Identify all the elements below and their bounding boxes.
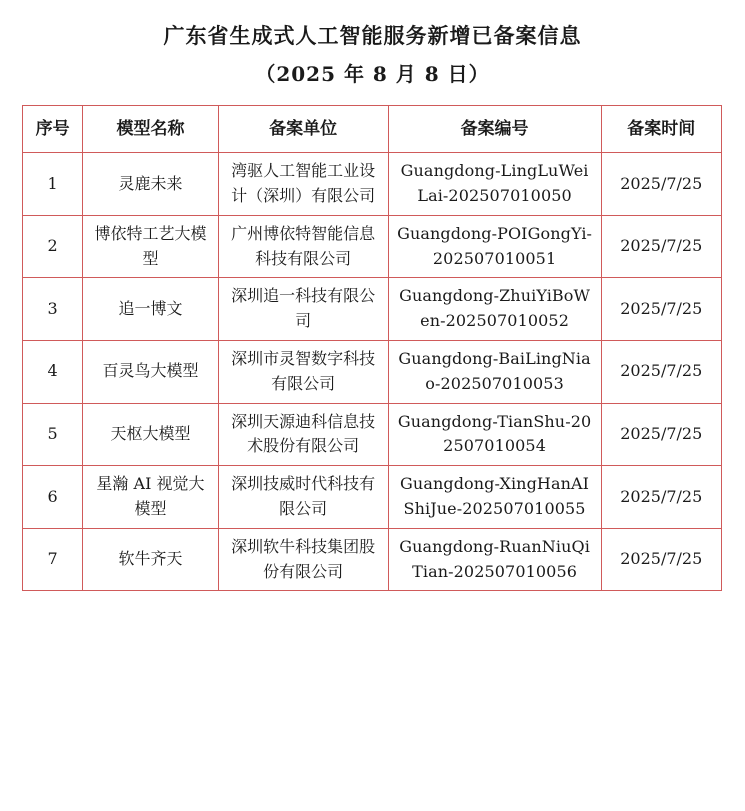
cell-filing-entity: 广州博依特智能信息科技有限公司 <box>218 215 388 278</box>
cell-filing-entity: 深圳追一科技有限公司 <box>218 278 388 341</box>
column-header-model-name: 模型名称 <box>83 106 218 153</box>
cell-filing-entity: 深圳市灵智数字科技有限公司 <box>218 341 388 404</box>
cell-filing-date: 2025/7/25 <box>601 528 721 591</box>
cell-filing-code: Guangdong-ZhuiYiBoWen-202507010052 <box>388 278 601 341</box>
column-header-filing-date: 备案时间 <box>601 106 721 153</box>
cell-filing-code: Guangdong-XingHanAIShiJue-202507010055 <box>388 466 601 529</box>
cell-filing-date: 2025/7/25 <box>601 403 721 466</box>
table-row <box>23 403 722 466</box>
cell-model-name: 博依特工艺大模型 <box>83 215 218 278</box>
table-row <box>23 215 722 278</box>
cell-model-name: 追一博文 <box>83 278 218 341</box>
document-page <box>0 22 745 811</box>
cell-filing-entity: 深圳天源迪科信息技术股份有限公司 <box>218 403 388 466</box>
cell-model-name: 星瀚 AI 视觉大模型 <box>83 466 218 529</box>
cell-filing-entity: 深圳技威时代科技有限公司 <box>218 466 388 529</box>
cell-filing-code: Guangdong-POIGongYi-202507010051 <box>388 215 601 278</box>
cell-filing-date: 2025/7/25 <box>601 341 721 404</box>
cell-filing-code: Guangdong-TianShu-202507010054 <box>388 403 601 466</box>
cell-model-name: 天枢大模型 <box>83 403 218 466</box>
cell-filing-date: 2025/7/25 <box>601 215 721 278</box>
cell-index: 5 <box>23 403 83 466</box>
cell-filing-date: 2025/7/25 <box>601 153 721 216</box>
cell-index: 6 <box>23 466 83 529</box>
cell-filing-code: Guangdong-BaiLingNiao-202507010053 <box>388 341 601 404</box>
page-title: 广东省生成式人工智能服务新增已备案信息 <box>163 23 582 48</box>
cell-filing-date: 2025/7/25 <box>601 466 721 529</box>
column-header-filing-code: 备案编号 <box>388 106 601 153</box>
table-row <box>23 278 722 341</box>
table-row <box>23 153 722 216</box>
column-header-index: 序号 <box>23 106 83 153</box>
table-header-row <box>23 106 722 153</box>
cell-index: 4 <box>23 341 83 404</box>
page-subtitle: （2025 年 8 月 8 日） <box>255 62 490 87</box>
cell-model-name: 软牛齐天 <box>83 528 218 591</box>
cell-model-name: 灵鹿未来 <box>83 153 218 216</box>
table-row <box>23 466 722 529</box>
cell-index: 1 <box>23 153 83 216</box>
cell-model-name: 百灵鸟大模型 <box>83 341 218 404</box>
table-row <box>23 528 722 591</box>
cell-index: 3 <box>23 278 83 341</box>
column-header-filing-entity: 备案单位 <box>218 106 388 153</box>
filing-table <box>22 105 722 591</box>
cell-filing-entity: 深圳软牛科技集团股份有限公司 <box>218 528 388 591</box>
cell-filing-code: Guangdong-LingLuWeiLai-202507010050 <box>388 153 601 216</box>
cell-index: 7 <box>23 528 83 591</box>
cell-filing-code: Guangdong-RuanNiuQiTian-202507010056 <box>388 528 601 591</box>
table-row <box>23 341 722 404</box>
cell-index: 2 <box>23 215 83 278</box>
cell-filing-date: 2025/7/25 <box>601 278 721 341</box>
cell-filing-entity: 湾驱人工智能工业设计（深圳）有限公司 <box>218 153 388 216</box>
